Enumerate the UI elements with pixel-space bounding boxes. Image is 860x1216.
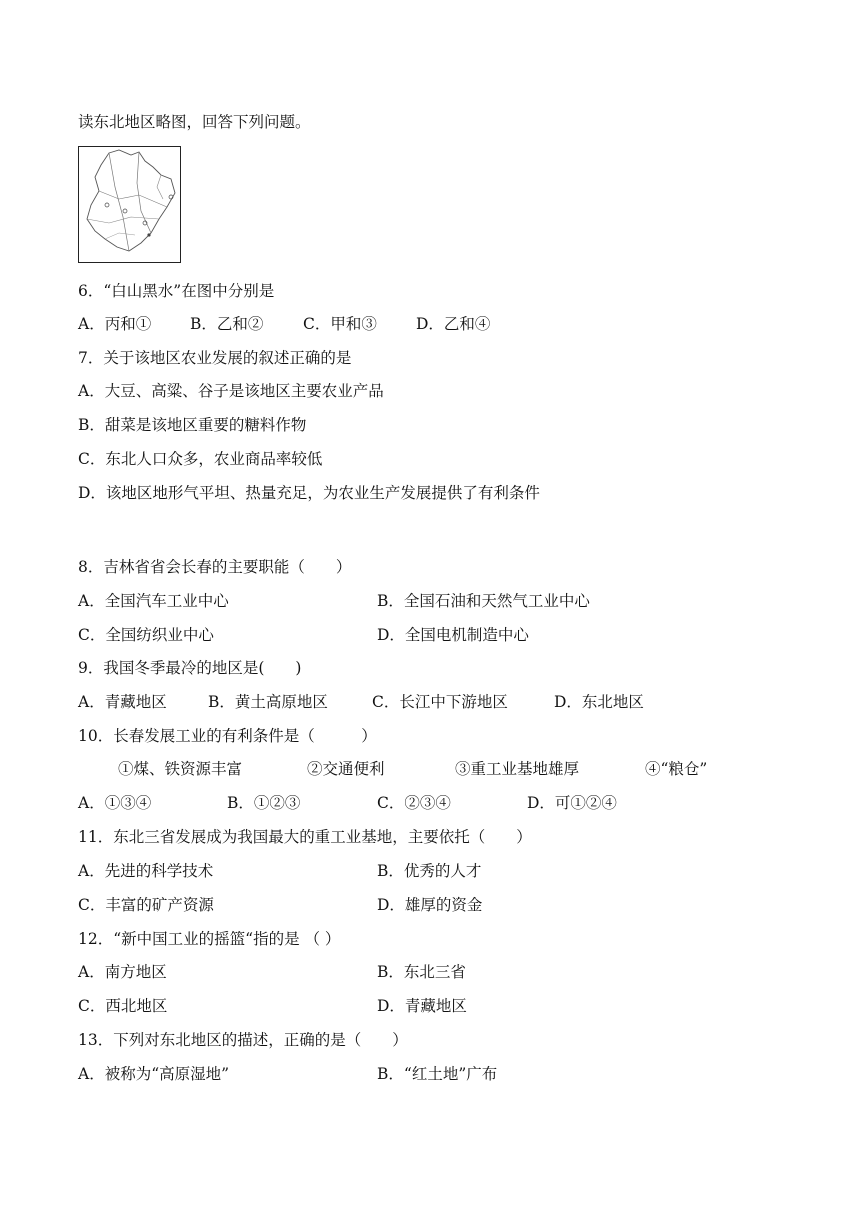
q9-option-d: D．东北地区 [554, 693, 644, 711]
q7-option-b: B．甜菜是该地区重要的糖料作物 [78, 416, 307, 434]
q12-option-d: D．青藏地区 [377, 997, 467, 1015]
question-12-stem: 12．“新中国工业的摇篮“指的是 （ ） [78, 930, 341, 948]
q10-option-c: C．②③④ [377, 794, 451, 812]
q6-option-d: D．乙和④ [416, 315, 491, 333]
question-9-stem: 9．我国冬季最冷的地区是( ) [78, 659, 302, 677]
q6-option-b: B．乙和② [190, 315, 264, 333]
q10-option-d: D．可①②④ [527, 794, 617, 812]
q11-option-c: C．丰富的矿产资源 [78, 896, 214, 914]
q10-option-a: A．①③④ [78, 794, 152, 812]
question-6-stem: 6．“白山黑水”在图中分别是 [78, 282, 275, 300]
q10-item-4: ④“粮仓” [645, 760, 708, 778]
question-10-stem: 10．长春发展工业的有利条件是（ ） [78, 727, 377, 745]
q10-item-3: ③重工业基地雄厚 [455, 760, 580, 778]
q11-option-d: D．雄厚的资金 [377, 896, 483, 914]
q8-option-c: C．全国纺织业中心 [78, 626, 214, 644]
q9-option-a: A．青藏地区 [78, 693, 167, 711]
q11-option-b: B．优秀的人才 [377, 862, 482, 880]
q10-item-1: ①煤、铁资源丰富 [118, 760, 243, 778]
q9-option-b: B．黄土高原地区 [208, 693, 328, 711]
q10-item-2: ②交通便利 [307, 760, 385, 778]
q8-option-a: A．全国汽车工业中心 [78, 592, 229, 610]
q7-option-c: C．东北人口众多，农业商品率较低 [78, 450, 323, 468]
question-11-stem: 11．东北三省发展成为我国最大的重工业基地，主要依托（ ） [78, 828, 532, 846]
intro-text: 读东北地区略图，回答下列问题。 [78, 113, 311, 131]
q12-option-b: B．东北三省 [377, 963, 466, 981]
q6-option-a: A．丙和① [78, 315, 152, 333]
q12-option-c: C．西北地区 [78, 997, 168, 1015]
q8-option-d: D．全国电机制造中心 [377, 626, 529, 644]
q13-option-a: A．被称为“高原湿地” [78, 1065, 230, 1083]
q7-option-d: D．该地区地形气平坦、热量充足，为农业生产发展提供了有利条件 [78, 484, 540, 502]
question-13-stem: 13．下列对东北地区的描述，正确的是（ ） [78, 1031, 408, 1049]
northeast-map-figure [78, 146, 181, 263]
q6-option-c: C．甲和③ [303, 315, 377, 333]
q12-option-a: A．南方地区 [78, 963, 167, 981]
map-thumbnail-icon [79, 147, 179, 261]
q7-option-a: A．大豆、高粱、谷子是该地区主要农业产品 [78, 382, 384, 400]
q8-option-b: B．全国石油和天然气工业中心 [377, 592, 590, 610]
q10-option-b: B．①②③ [227, 794, 301, 812]
question-8-stem: 8．吉林省省会长春的主要职能（ ） [78, 558, 352, 576]
question-7-stem: 7．关于该地区农业发展的叙述正确的是 [78, 349, 352, 367]
q13-option-b: B．“红土地”广布 [377, 1065, 498, 1083]
q9-option-c: C．长江中下游地区 [372, 693, 508, 711]
q11-option-a: A．先进的科学技术 [78, 862, 214, 880]
